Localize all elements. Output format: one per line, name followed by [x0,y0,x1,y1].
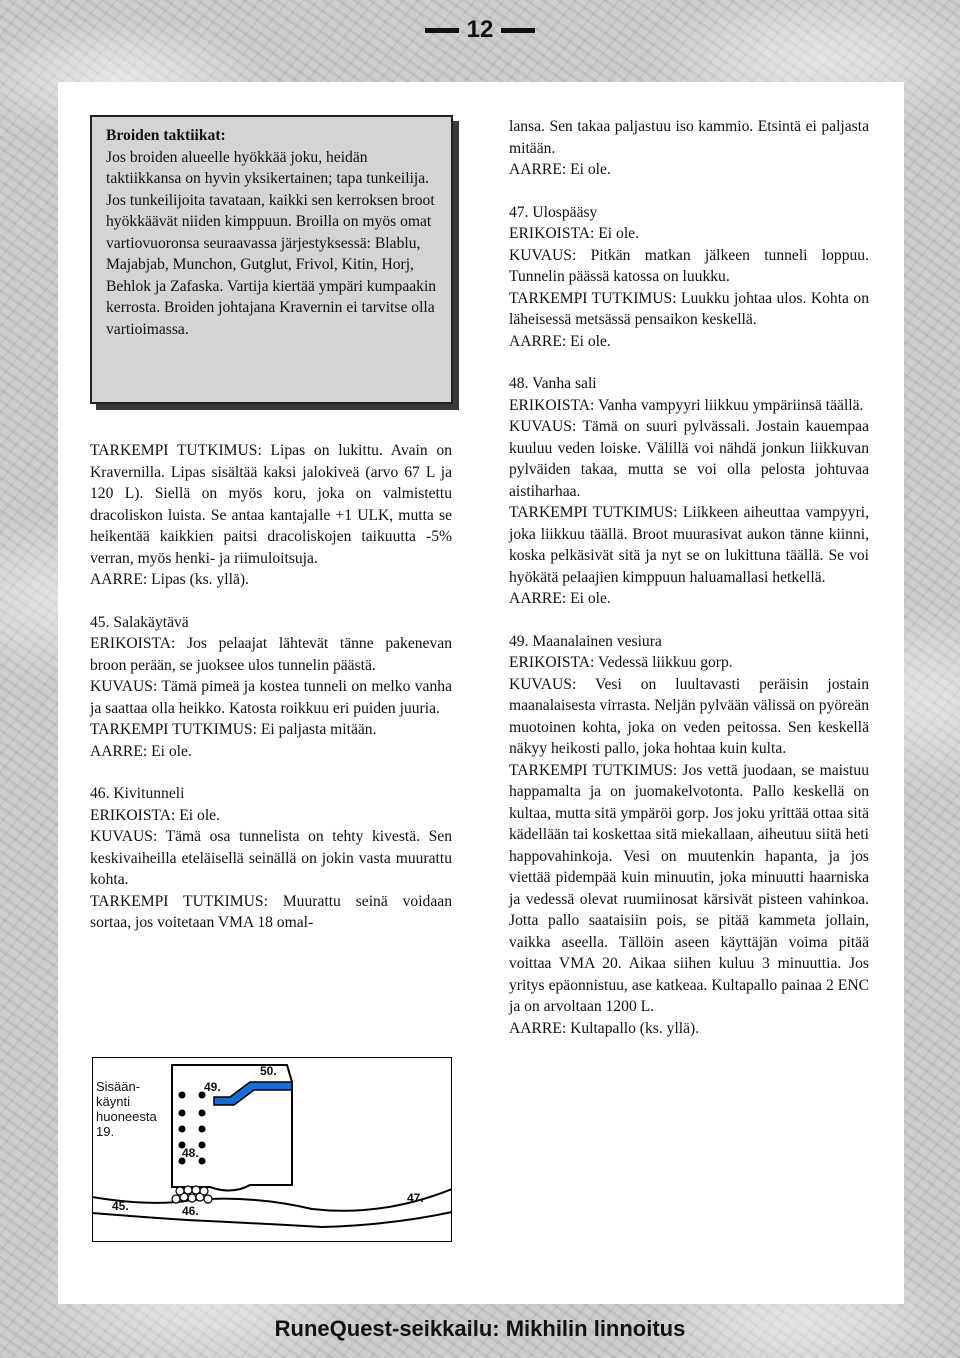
entry-line: TARKEMPI TUTKIMUS: Jos vettä juodaan, se maistuu happamalta ja on juomakelvotonta. Pallo keskellä on kultaa, mutta sitä ympäröi gorp. Jos joku yrittää ottaa sitä kädellään tai koskettaa sitä miekallaan, aiheutuu siitä heti happovahinkoja. Vesi on muutenkin hapanta, ja jos viettää pidempää kuin minuutin, joka minuutti haarniska ja vedessä olevat ruumiinosat kärsivät pisteen vahinkoa. Jotta pallo saataisiin pois, se pitää kammeta jollain, vaikka aseella. Tällöin aseen käyttäjän voima pitää voittaa VMA 20. Aikaa siihen kuluu 3 minuuttia. Jos yritys epäonnistuu, ase katkeaa. Kultapallo painaa 2 ENC ja on arvoltaan 1200 L. [509,761,869,1015]
entry-line: TARKEMPI TUTKIMUS: Liikkeen aiheuttaa vampyyri, joka liikkuu täällä. Broot muurasivat aukon tänne kiinni, koska pelkäsivät sitä ja nyt se on lukittuna täällä. Se voi hyökätä pelaajien kimppuun haluamallasi hetkellä. [509,504,869,586]
entry-line: TARKEMPI TUTKIMUS: Lipas on lukittu. Avain on Kravernilla. Lipas sisältää kaksi jalokiveä (arvo 67 L ja 120 L). Siellä on myös koru, joka on valmistettu dracoliskon luista. Se antaa kantajalle +1 ULK, mutta se heikentää kaikkien paitsi dracoliskojen taikuutta -5% verran, myös henki- ja riimuloitsuja. [90,442,452,567]
pillar [199,1142,206,1149]
tunnel-map [92,1057,452,1242]
entry-heading: 45. Salakäytävä [90,613,189,631]
tactics-body: Jos broiden alueelle hyökkää joku, heidän taktiikkansa on hyvin yksikertainen; tapa tunkeilija. Jos tunkeilijoita tavataan, kaikki sen kerroksen broot hyökkäävät niiden kimppuun. Broilla on myös omat vartiovuoronsa seuraavassa järjestyksessä: Blablu, Majabjab, Munchon, Gutglut, Frivol, Kitin, Horj, Behlok ja Zafaska. Vartija kiertää ympäri kumpaakin kerrosta. Broiden johtajana Kravernin ei tarvitse olla vartioimassa. [106,148,437,338]
entry-line: ERIKOISTA: Jos pelaajat lähtevät tänne pakenevan broon perään, se juoksee ulos tunnelin päästä. [90,635,452,674]
rubble [172,1186,212,1203]
right-column [509,116,869,1060]
entry-line: KUVAUS: Tämä pimeä ja kostea tunneli on melko vanha ja saattaa olla heikko. Katosta roikkuu eri puiden juuria. [90,678,452,717]
label-room-48: 48. [182,1146,199,1160]
entry-line: ERIKOISTA: Ei ole. [90,806,220,824]
entry-heading: 46. Kivitunneli [90,785,185,802]
entry-line: AARRE: Kultapallo (ks. yllä). [509,1019,700,1037]
entry-49 [509,631,869,1040]
pillar [179,1092,186,1099]
entry-line: AARRE: Ei ole. [90,742,192,760]
label-room-47: 47. [407,1191,424,1205]
entry-47 [509,202,869,353]
label-room-50: 50. [260,1064,277,1078]
page-number [0,16,960,44]
dash-left [425,28,459,33]
entry-46-continued [509,116,869,181]
pillar [179,1126,186,1133]
entry-line: TARKEMPI TUTKIMUS: Muurattu seinä voidaan sortaa, jos voitetaan VMA 18 omal- [90,892,452,931]
label-entrance-line1: Sisään- [96,1079,141,1094]
pillar [199,1110,206,1117]
page-number-text: 12 [466,16,494,43]
entry-line: KUVAUS: Tämä on suuri pylvässali. Jostain kauempaa kuuluu veden loiske. Välillä voi nähdä jonkun liikkuvan pylväiden takaa, mutta se voi olla pelosta johtuvaa aistiharhaa. [509,418,869,500]
entry-line: TARKEMPI TUTKIMUS: Ei paljasta mitään. [90,721,377,738]
label-entrance-line4: 19. [96,1124,115,1139]
entry-line: ERIKOISTA: Vanha vampyyri liikkuu ympäriinsä täällä. [509,396,864,414]
entry-line: KUVAUS: Vesi on luultavasti peräisin jostain maanalaisesta virrasta. Neljän pylvään välissä on pyöreän muotoinen kohta, joka on veden peitossa. Sen keskellä näkyy heikosti pallo, joka hohtaa kuin kulta. [509,675,869,757]
entry-line: ERIKOISTA: Vedessä liikkuu gorp. [509,654,733,671]
entry-line: AARRE: Ei ole. [509,590,611,607]
pillar [179,1110,186,1117]
label-room-45: 45. [112,1199,129,1213]
pillar [199,1158,206,1165]
entry-line: ERIKOISTA: Ei ole. [509,225,639,242]
entry-46 [90,783,452,934]
entry-44-continued [90,440,452,591]
label-room-49: 49. [204,1080,221,1094]
label-entrance-line2: käynti [96,1094,130,1109]
tactics-title: Broiden taktiikat: [106,127,226,144]
left-column [90,440,452,955]
entry-line: TARKEMPI TUTKIMUS: Luukku johtaa ulos. Kohta on läheisessä metsässä pensaikon keskellä. [509,289,869,328]
entry-line: AARRE: Ei ole. [509,332,611,350]
entry-line: KUVAUS: Pitkän matkan jälkeen tunneli loppuu. Tunnelin päässä katossa on luukku. [509,246,869,285]
entry-45 [90,612,452,763]
entry-line: lansa. Sen takaa paljastuu iso kammio. Etsintä ei paljasta mitään. [509,118,869,157]
entry-heading: 47. Ulospääsy [509,203,598,221]
entry-line: AARRE: Ei ole. [509,161,611,178]
footer-title: RuneQuest-seikkailu: Mikhilin linnoitus [274,1316,686,1341]
entry-line: KUVAUS: Tämä osa tunnelista on tehty kivestä. Sen keskivaiheilla eteläisellä seinällä on jokin vasta muurattu kohta. [90,828,452,888]
entry-line: AARRE: Lipas (ks. yllä). [90,571,249,588]
entry-heading: 49. Maanalainen vesiura [509,632,662,650]
dash-right [501,28,535,33]
label-room-46: 46. [182,1204,199,1218]
label-entrance-line3: huoneesta [96,1109,157,1124]
pillar [199,1126,206,1133]
entry-48 [509,373,869,610]
tactics-box [90,115,453,404]
entry-heading: 48. Vanha sali [509,375,597,392]
